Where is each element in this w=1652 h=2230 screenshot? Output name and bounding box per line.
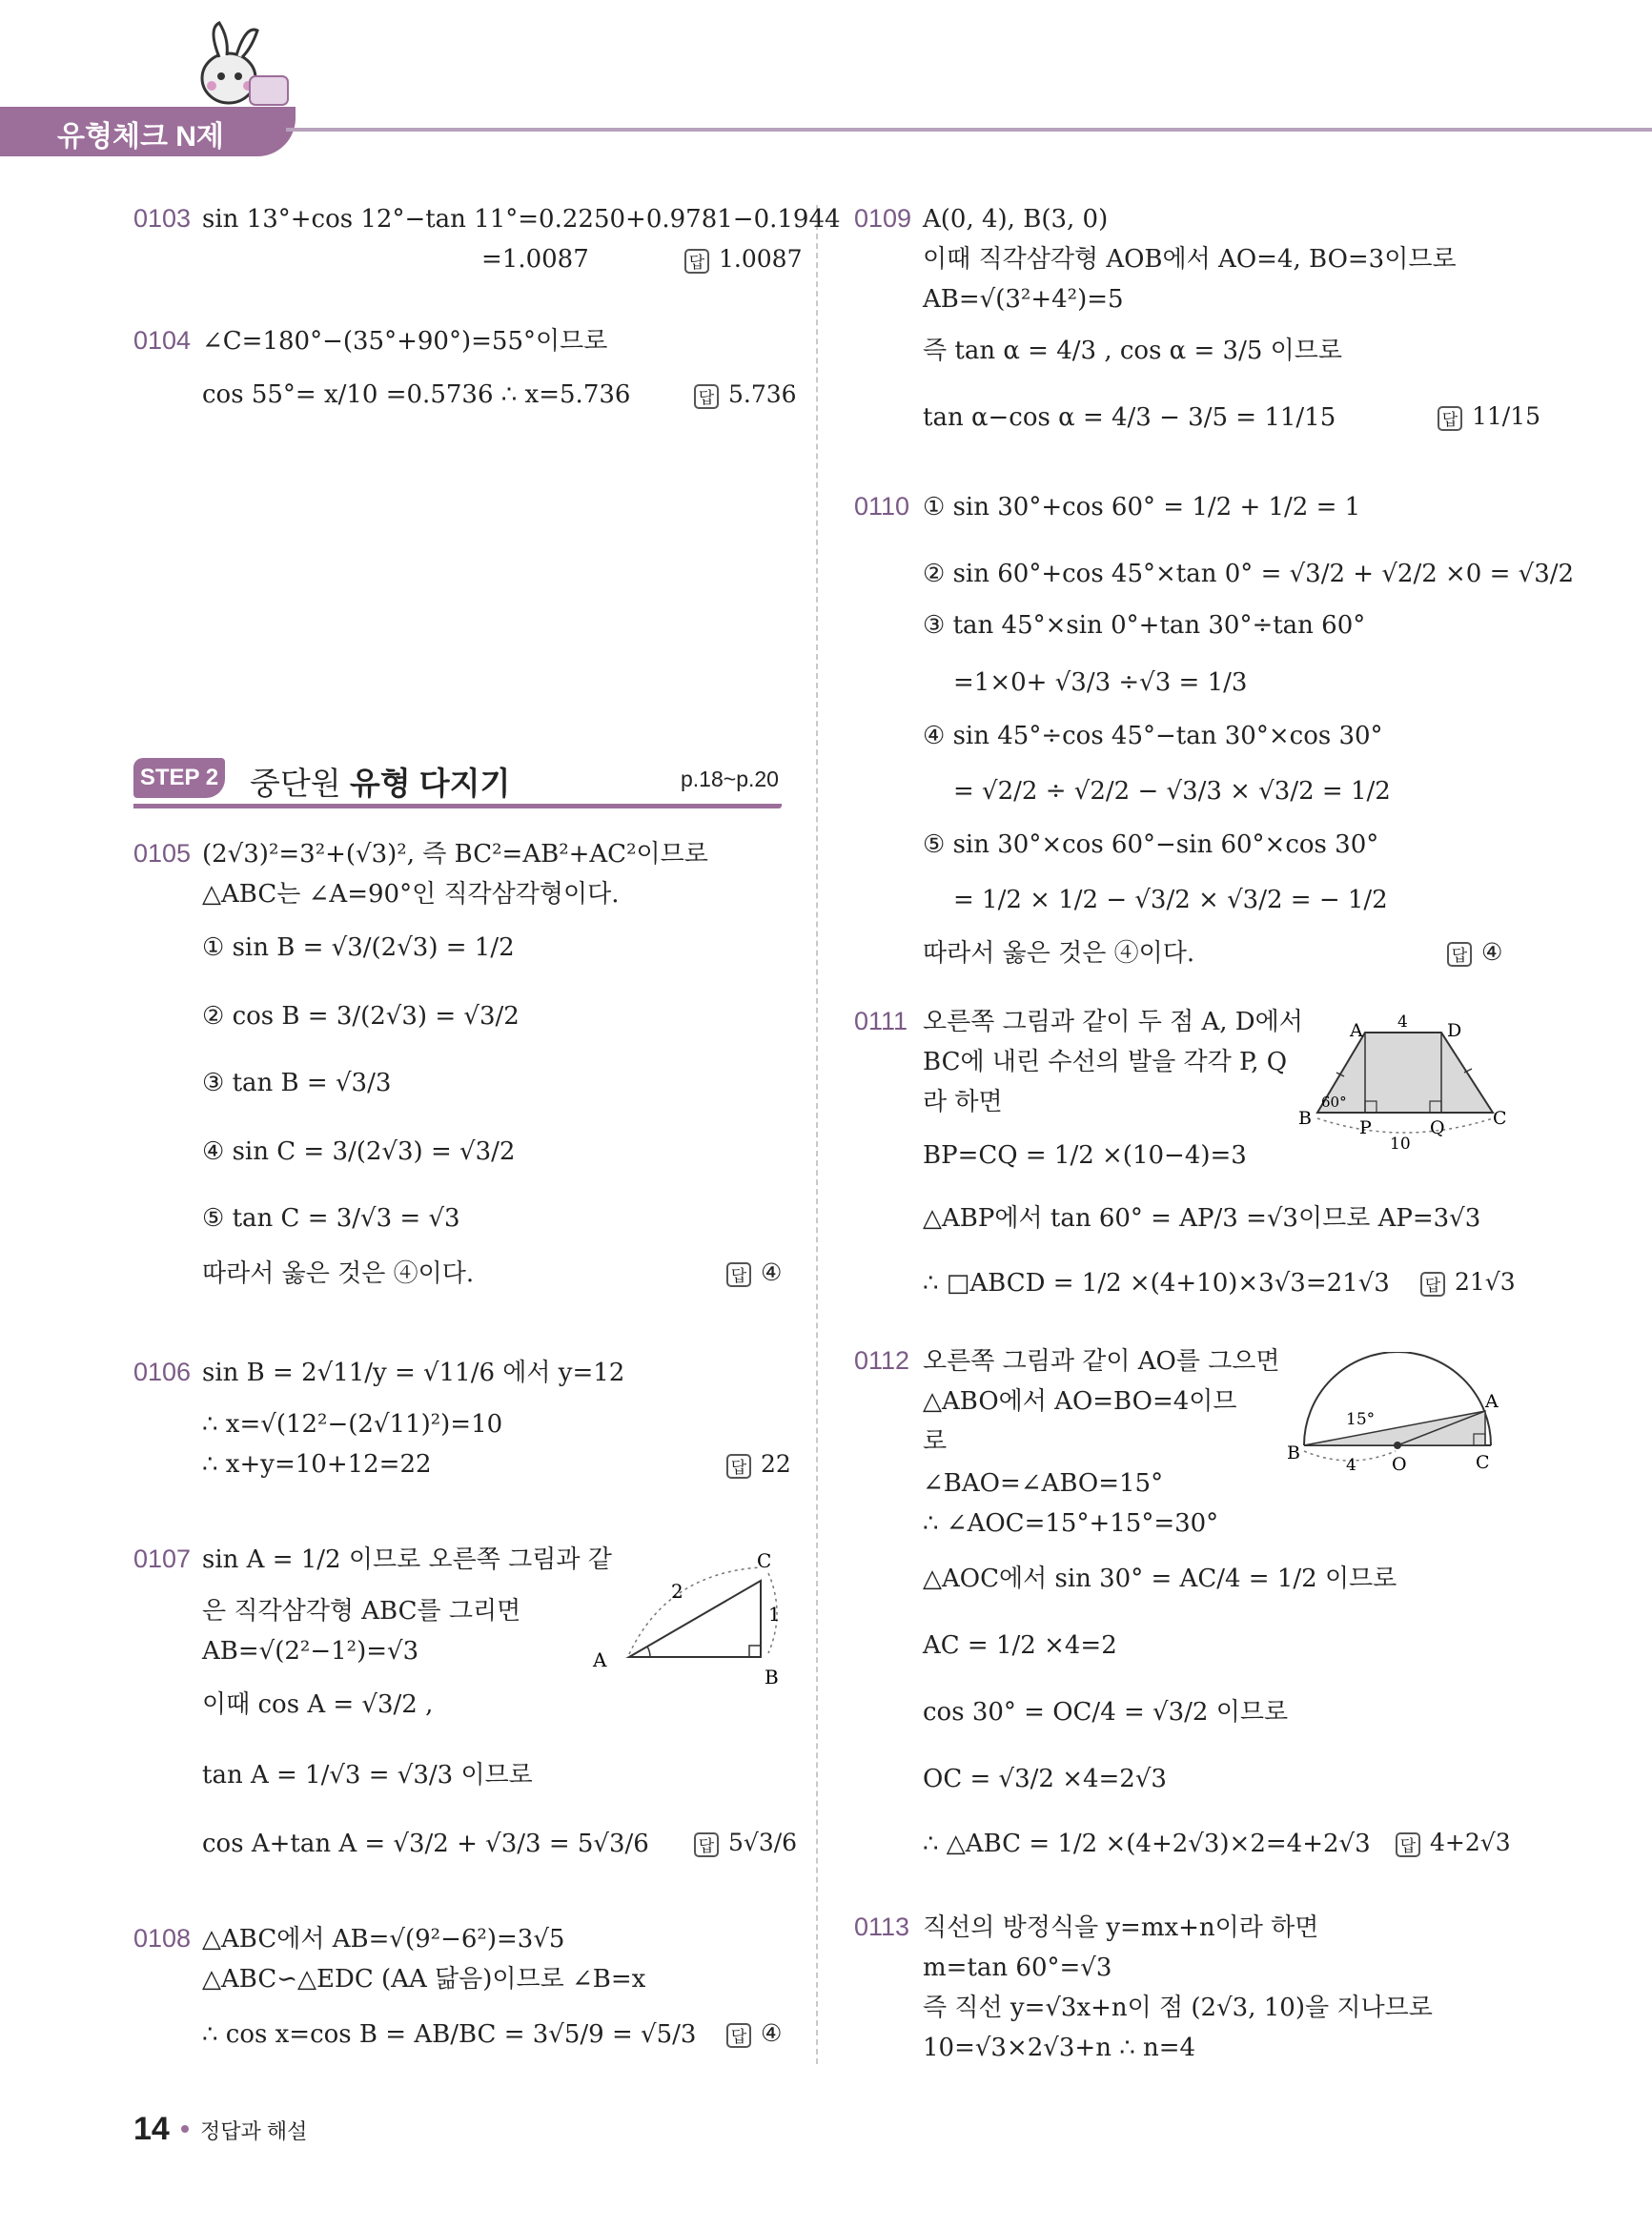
solution-line: ④ sin C = 3/(2√3) = √3/2 bbox=[202, 1137, 516, 1166]
answer: 답 21√3 bbox=[1420, 1268, 1516, 1297]
answer: 답 ④ bbox=[726, 1258, 782, 1287]
answer-mark: 답 bbox=[1438, 406, 1462, 431]
triangle-figure bbox=[581, 1545, 791, 1688]
problem-number: 0108 bbox=[133, 1924, 192, 1953]
footer-bullet bbox=[181, 2125, 189, 2133]
solution-line: ∠BAO=∠ABO=15° bbox=[923, 1469, 1164, 1498]
bottom-length-label: 10 bbox=[1390, 1135, 1411, 1154]
center-label-o: O bbox=[1392, 1454, 1407, 1475]
solution-line: =1.0087 bbox=[481, 245, 589, 274]
solution-line: =1×0+ √3/3 ÷√3 = 1/3 bbox=[953, 668, 1248, 697]
solution-line: OC = √3/2 ×4=2√3 bbox=[923, 1765, 1167, 1793]
problem-number: 0103 bbox=[133, 204, 192, 233]
foot-label-p: P bbox=[1359, 1117, 1372, 1138]
solution-line: 은 직각삼각형 ABC를 그리면 bbox=[202, 1597, 521, 1626]
answer-mark: 답 bbox=[726, 2023, 751, 2048]
solution-line: ∴ x=√(12²−(2√11)²)=10 bbox=[202, 1410, 503, 1439]
answer: 답 ④ bbox=[1447, 938, 1502, 967]
header-label: 유형체크 N제 bbox=[57, 121, 224, 153]
solution-line: ③ tan 45°×sin 0°+tan 30°÷tan 60° bbox=[923, 611, 1366, 640]
answer-mark: 답 bbox=[694, 1832, 719, 1857]
solution-line: BC에 내린 수선의 발을 각각 P, Q bbox=[923, 1048, 1288, 1076]
step-title: 중단원 유형 다지기 bbox=[250, 766, 511, 801]
vertex-label-a: A bbox=[1485, 1391, 1499, 1412]
hypotenuse-label: 2 bbox=[671, 1580, 683, 1603]
vertex-label-c: C bbox=[757, 1549, 772, 1572]
answer: 답 11/15 bbox=[1438, 402, 1540, 431]
solution-line: m=tan 60°=√3 bbox=[923, 1954, 1112, 1982]
problem-number: 0110 bbox=[854, 492, 910, 521]
solution-line: = √2/2 ÷ √2/2 − √3/3 × √3/2 = 1/2 bbox=[953, 777, 1391, 806]
vertex-label-c: C bbox=[1476, 1452, 1490, 1473]
solution-line: 로 bbox=[923, 1427, 948, 1456]
semicircle-figure bbox=[1285, 1352, 1514, 1476]
foot-label-q: Q bbox=[1430, 1117, 1445, 1138]
solution-line: 오른쪽 그림과 같이 AO를 그으면 bbox=[923, 1347, 1280, 1376]
trapezoid-figure bbox=[1296, 1006, 1516, 1158]
side-label: 1 bbox=[768, 1603, 781, 1626]
solution-line: (2√3)²=3²+(√3)², 즉 BC²=AB²+AC²이므로 bbox=[202, 840, 708, 869]
answer: 답 5√3/6 bbox=[694, 1829, 797, 1857]
header-rule bbox=[286, 128, 1652, 132]
vertex-label-b: B bbox=[1298, 1108, 1312, 1129]
problem-number: 0109 bbox=[854, 204, 912, 233]
solution-line: 이때 직각삼각형 AOB에서 AO=4, BO=3이므로 bbox=[923, 245, 1457, 274]
solution-line: ∴ ∠AOC=15°+15°=30° bbox=[923, 1509, 1219, 1538]
problem-number: 0113 bbox=[854, 1913, 910, 1941]
solution-line: 10=√3×2√3+n ∴ n=4 bbox=[923, 2034, 1196, 2062]
vertex-label-c: C bbox=[1493, 1108, 1507, 1129]
solution-line: ⑤ tan C = 3/√3 = √3 bbox=[202, 1204, 460, 1233]
solution-line: cos 30° = OC/4 = √3/2 이므로 bbox=[923, 1698, 1289, 1727]
answer-mark: 답 bbox=[694, 384, 719, 409]
problem-number: 0104 bbox=[133, 326, 192, 355]
problem-number: 0107 bbox=[133, 1545, 192, 1573]
solution-line: AB=√(2²−1²)=√3 bbox=[202, 1637, 419, 1666]
solution-line: cos A+tan A = √3/2 + √3/3 = 5√3/6 bbox=[202, 1830, 649, 1858]
solution-line: ⑤ sin 30°×cos 60°−sin 60°×cos 30° bbox=[923, 830, 1379, 859]
angle-label: 15° bbox=[1346, 1410, 1376, 1429]
solution-line: 따라서 옳은 것은 ④이다. bbox=[202, 1259, 475, 1288]
solution-line: BP=CQ = 1/2 ×(10−4)=3 bbox=[923, 1141, 1247, 1170]
solution-line: tan α−cos α = 4/3 − 3/5 = 11/15 bbox=[923, 403, 1336, 432]
column-divider bbox=[816, 205, 818, 2064]
solution-line: △ABO에서 AO=BO=4이므 bbox=[923, 1387, 1237, 1416]
answer: 답 4+2√3 bbox=[1396, 1829, 1511, 1857]
answer-mark: 답 bbox=[726, 1454, 751, 1479]
solution-line: △ABP에서 tan 60° = AP/3 =√3이므로 AP=3√3 bbox=[923, 1204, 1481, 1233]
answer-mark: 답 bbox=[684, 249, 709, 274]
solution-line: 이때 cos A = √3/2 , bbox=[202, 1690, 434, 1719]
problem-number: 0112 bbox=[854, 1346, 910, 1375]
solution-line: AC = 1/2 ×4=2 bbox=[923, 1631, 1117, 1660]
solution-line: 즉 직선 y=√3x+n이 점 (2√3, 10)을 지나므로 bbox=[923, 1994, 1433, 2022]
vertex-label-d: D bbox=[1447, 1020, 1462, 1041]
top-length-label: 4 bbox=[1397, 1013, 1408, 1032]
vertex-label-a: A bbox=[593, 1648, 607, 1671]
answer: 답 1.0087 bbox=[684, 245, 802, 274]
problem-number: 0105 bbox=[133, 839, 192, 868]
vertex-label-a: A bbox=[1350, 1020, 1363, 1041]
solution-line: 따라서 옳은 것은 ④이다. bbox=[923, 939, 1195, 968]
solution-line: 오른쪽 그림과 같이 두 점 A, D에서 bbox=[923, 1008, 1303, 1036]
solution-line: sin A = 1/2 이므로 오른쪽 그림과 같 bbox=[202, 1545, 612, 1574]
solution-line: 직선의 방정식을 y=mx+n이라 하면 bbox=[923, 1913, 1319, 1942]
answer: 답 ④ bbox=[726, 2019, 782, 2048]
solution-line: △ABC는 ∠A=90°인 직각삼각형이다. bbox=[202, 880, 620, 909]
solution-line: ① sin B = √3/(2√3) = 1/2 bbox=[202, 933, 515, 962]
page-number: 14 bbox=[133, 2111, 170, 2147]
footer-title: 정답과 해설 bbox=[200, 2119, 308, 2143]
step-pages: p.18~p.20 bbox=[681, 767, 779, 791]
answer: 답 5.736 bbox=[694, 380, 797, 409]
solution-line: 라 하면 bbox=[923, 1088, 1003, 1116]
solution-line: ∴ □ABCD = 1/2 ×(4+10)×3√3=21√3 bbox=[923, 1269, 1390, 1298]
solution-line: sin B = 2√11/y = √11/6 에서 y=12 bbox=[202, 1359, 625, 1387]
problem-number: 0111 bbox=[854, 1007, 908, 1035]
step-badge: STEP 2 bbox=[133, 758, 225, 798]
solution-line: ③ tan B = √3/3 bbox=[202, 1069, 392, 1097]
solution-line: ∠C=180°−(35°+90°)=55°이므로 bbox=[202, 327, 608, 356]
mascot-icon bbox=[191, 19, 296, 114]
step-rule bbox=[133, 804, 782, 808]
solution-line: ② sin 60°+cos 45°×tan 0° = √3/2 + √2/2 ×0 = √3/2 bbox=[923, 560, 1575, 588]
solution-line: sin 13°+cos 12°−tan 11°=0.2250+0.9781−0.1944 bbox=[202, 205, 841, 234]
solution-line: ④ sin 45°÷cos 45°−tan 30°×cos 30° bbox=[923, 722, 1383, 750]
solution-line: △ABC∽△EDC (AA 닮음)이므로 ∠B=x bbox=[202, 1965, 646, 1994]
angle-label: 60° bbox=[1321, 1094, 1347, 1111]
solution-line: AB=√(3²+4²)=5 bbox=[923, 285, 1124, 314]
answer-mark: 답 bbox=[1447, 942, 1472, 967]
vertex-label-b: B bbox=[1287, 1442, 1300, 1463]
vertex-label-b: B bbox=[765, 1666, 779, 1688]
solution-line: ② cos B = 3/(2√3) = √3/2 bbox=[202, 1002, 520, 1031]
solution-line: ① sin 30°+cos 60° = 1/2 + 1/2 = 1 bbox=[923, 493, 1361, 522]
radius-label: 4 bbox=[1346, 1456, 1356, 1475]
solution-line: △ABC에서 AB=√(9²−6²)=3√5 bbox=[202, 1925, 565, 1954]
solution-line: ∴ x+y=10+12=22 bbox=[202, 1450, 432, 1479]
problem-number: 0106 bbox=[133, 1358, 192, 1386]
answer: 답 22 bbox=[726, 1450, 791, 1479]
solution-line: cos 55°= x/10 =0.5736 ∴ x=5.736 bbox=[202, 380, 631, 409]
solution-line: = 1/2 × 1/2 − √3/2 × √3/2 = − 1/2 bbox=[953, 886, 1388, 914]
solution-line: tan A = 1/√3 = √3/3 이므로 bbox=[202, 1761, 533, 1790]
solution-line: A(0, 4), B(3, 0) bbox=[923, 205, 1109, 234]
solution-line: △AOC에서 sin 30° = AC/4 = 1/2 이므로 bbox=[923, 1565, 1397, 1593]
answer-mark: 답 bbox=[726, 1262, 751, 1287]
solution-line: ∴ cos x=cos B = AB/BC = 3√5/9 = √5/3 bbox=[202, 2020, 697, 2049]
answer-mark: 답 bbox=[1420, 1272, 1445, 1297]
solution-line: ∴ △ABC = 1/2 ×(4+2√3)×2=4+2√3 bbox=[923, 1830, 1371, 1858]
solution-line: 즉 tan α = 4/3 , cos α = 3/5 이므로 bbox=[923, 337, 1343, 365]
answer-mark: 답 bbox=[1396, 1832, 1420, 1857]
